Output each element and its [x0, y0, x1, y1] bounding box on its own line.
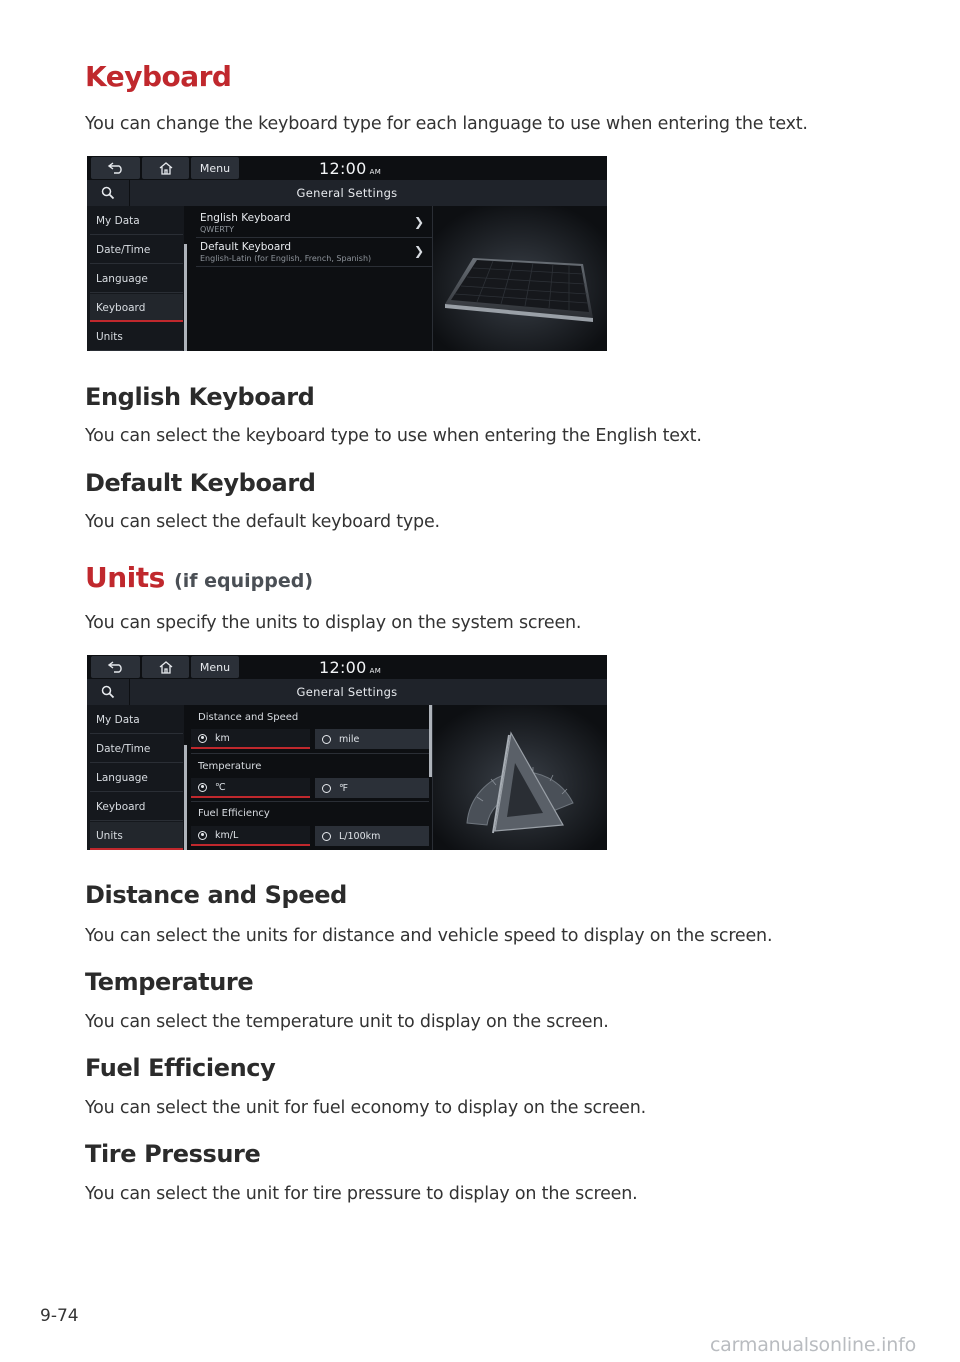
subheading-english-keyboard: English Keyboard: [85, 383, 315, 411]
sidebar-item-my-data[interactable]: My Data: [90, 706, 183, 734]
chevron-right-icon: ❯: [413, 215, 424, 229]
title-bar: [87, 180, 607, 206]
sidebar-item-keyboard[interactable]: Keyboard: [90, 294, 183, 322]
units-heading-text: Units: [85, 561, 165, 594]
group-divider: [191, 801, 429, 802]
subheading-default-keyboard: Default Keyboard: [85, 469, 316, 497]
radio-km[interactable]: [191, 729, 310, 749]
keyboard-options-panel: [188, 206, 433, 351]
sidebar-item-language[interactable]: Language: [90, 265, 183, 293]
top-bar: [87, 655, 607, 679]
default-keyboard-row[interactable]: [196, 237, 432, 267]
sidebar-scrollbar[interactable]: [184, 745, 187, 850]
radio-selected-icon: [198, 734, 207, 743]
english-keyboard-text: You can select the keyboard type to use when entering the English text.: [85, 426, 702, 446]
clock: [319, 159, 381, 178]
units-ruler-illustration: [433, 705, 607, 850]
radio-fahrenheit[interactable]: [315, 778, 429, 798]
sidebar-item-keyboard[interactable]: Keyboard: [90, 793, 183, 821]
home-icon: [159, 162, 173, 175]
keyboard-settings-screenshot: [87, 156, 607, 351]
units-intro-text: You can specify the units to display on the system screen.: [85, 613, 582, 633]
settings-sidebar: [87, 206, 184, 351]
settings-sidebar: [87, 705, 184, 850]
subheading-fuel-efficiency: Fuel Efficiency: [85, 1054, 276, 1082]
title-bar: [87, 679, 607, 705]
watermark: carmanualsonline.info: [709, 1334, 916, 1356]
clock-time: 12:00: [319, 159, 367, 178]
back-icon: [107, 661, 125, 673]
subheading-tire-pressure: Tire Pressure: [85, 1140, 261, 1168]
clock-time: 12:00: [319, 658, 367, 677]
radio-unselected-icon: [322, 735, 331, 744]
screen-title: General Settings: [296, 186, 398, 200]
distance-speed-text: You can select the units for distance and vehicle speed to display on the screen.: [85, 926, 773, 946]
sidebar-item-my-data[interactable]: My Data: [90, 207, 183, 235]
page-number: 9-74: [40, 1306, 79, 1326]
radio-l-per-100km-label: L/100km: [339, 830, 381, 842]
back-icon: [107, 162, 125, 174]
section-heading-keyboard: Keyboard: [85, 60, 232, 93]
radio-selected-icon: [198, 783, 207, 792]
sidebar-item-date-time[interactable]: Date/Time: [90, 735, 183, 763]
sidebar-scrollbar[interactable]: [184, 244, 187, 351]
sidebar-item-date-time[interactable]: Date/Time: [90, 236, 183, 264]
back-button[interactable]: [91, 656, 140, 678]
default-keyboard-text: You can select the default keyboard type.: [85, 512, 440, 532]
radio-fahrenheit-label: ℉: [339, 782, 349, 794]
section-heading-units: [85, 561, 313, 594]
radio-mile-label: mile: [339, 733, 360, 745]
units-heading-note: (if equipped): [174, 570, 314, 592]
back-button[interactable]: [91, 157, 140, 179]
english-keyboard-title: English Keyboard: [200, 212, 291, 224]
temperature-text: You can select the temperature unit to display on the screen.: [85, 1012, 609, 1032]
chevron-right-icon: ❯: [413, 244, 424, 258]
radio-celsius-label: ℃: [215, 781, 226, 793]
radio-km-label: km: [215, 732, 230, 744]
tire-pressure-text: You can select the unit for tire pressure to display on the screen.: [85, 1184, 638, 1204]
home-icon: [159, 661, 173, 674]
menu-button[interactable]: Menu: [191, 656, 239, 678]
keyboard-intro-text: You can change the keyboard type for each language to use when entering the text.: [85, 114, 808, 134]
default-keyboard-value: English-Latin (for English, French, Spanish): [200, 254, 372, 263]
english-keyboard-row[interactable]: [196, 208, 432, 238]
clock-ampm: AM: [369, 168, 382, 176]
radio-km-per-l-label: km/L: [215, 829, 239, 841]
radio-l-per-100km[interactable]: [315, 826, 429, 846]
distance-speed-label: Distance and Speed: [198, 712, 299, 723]
radio-unselected-icon: [322, 784, 331, 793]
sidebar-item-units[interactable]: Units: [90, 323, 183, 351]
menu-button[interactable]: Menu: [191, 157, 239, 179]
english-keyboard-value: QWERTY: [200, 225, 235, 234]
radio-selected-icon: [198, 831, 207, 840]
sidebar-item-units[interactable]: Units: [90, 822, 183, 850]
temperature-label: Temperature: [198, 761, 262, 772]
radio-celsius[interactable]: [191, 778, 310, 798]
subheading-temperature: Temperature: [85, 968, 254, 996]
keyboard-illustration: [433, 206, 607, 351]
clock-ampm: AM: [369, 667, 382, 675]
clock: [319, 658, 381, 677]
top-bar: [87, 156, 607, 180]
sidebar-item-language[interactable]: Language: [90, 764, 183, 792]
fuel-efficiency-label: Fuel Efficiency: [198, 808, 270, 819]
units-settings-screenshot: [87, 655, 607, 850]
home-button[interactable]: [142, 656, 189, 678]
default-keyboard-title: Default Keyboard: [200, 241, 292, 253]
screen-title: General Settings: [296, 685, 398, 699]
home-button[interactable]: [142, 157, 189, 179]
fuel-efficiency-text: You can select the unit for fuel economy to display on the screen.: [85, 1098, 646, 1118]
radio-unselected-icon: [322, 832, 331, 841]
subheading-distance-speed: Distance and Speed: [85, 881, 347, 909]
radio-mile[interactable]: [315, 729, 429, 749]
group-divider: [191, 753, 429, 754]
radio-km-per-l[interactable]: [191, 826, 310, 846]
